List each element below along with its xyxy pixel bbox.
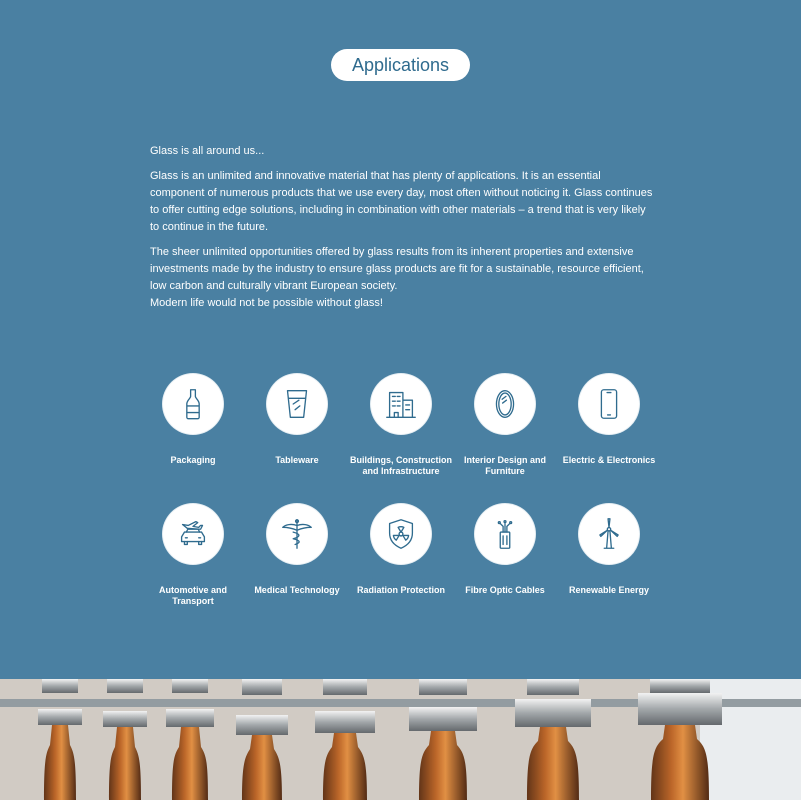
fibre-optic-icon <box>486 515 524 553</box>
intro-paragraph: The sheer unlimited opportunities offered by glass results from its inherent properties and extensive investments made by the industry to ensure glass products are fit for a sustainable, resource efficient, low carbon and culturally vibrant European society. <box>150 246 644 292</box>
application-packaging[interactable] <box>141 374 245 466</box>
mirror-icon <box>486 385 524 423</box>
application-label: Renewable Energy <box>568 585 650 595</box>
application-label: Interior Design and Furniture <box>463 455 546 476</box>
application-medical[interactable] <box>245 504 349 596</box>
glass-bottling-photo <box>0 679 801 800</box>
radiation-shield-icon <box>382 515 420 553</box>
application-renewable[interactable] <box>557 504 661 596</box>
intro-paragraph: Glass is an unlimited and innovative material that has plenty of applications. It is an essential component of numerous products that we use every day, most often without noticing it. Glass continues to offer cutting edge solutions, including in combination with other materials – a trend that is very likely to continue in the future. <box>150 170 653 233</box>
application-label: Automotive and Transport <box>158 585 227 606</box>
glass-tumbler-icon <box>278 385 316 423</box>
caduceus-icon <box>278 515 316 553</box>
application-label: Tableware <box>275 455 319 465</box>
intro-text <box>150 143 655 312</box>
wind-turbine-icon <box>590 515 628 553</box>
buildings-icon <box>382 385 420 423</box>
application-label: Packaging <box>170 455 216 465</box>
application-label: Radiation Protection <box>356 585 445 595</box>
application-label: Medical Technology <box>254 585 340 595</box>
intro-lead: Glass is all around us... <box>150 145 265 157</box>
application-label: Fibre Optic Cables <box>465 585 545 595</box>
intro-closing: Modern life would not be possible without glass! <box>150 297 383 309</box>
application-radiation[interactable] <box>349 504 453 596</box>
application-buildings[interactable] <box>349 374 453 477</box>
page-title: Applications <box>331 49 470 81</box>
application-label: Electric & Electronics <box>562 455 656 465</box>
application-label: Buildings, Construction and Infrastructure <box>350 455 452 476</box>
application-fibre-optic[interactable] <box>453 504 557 596</box>
application-automotive[interactable] <box>141 504 245 607</box>
application-electronics[interactable] <box>557 374 661 466</box>
car-plane-icon <box>174 515 212 553</box>
application-interior-design[interactable] <box>453 374 557 477</box>
smartphone-icon <box>590 385 628 423</box>
application-tableware[interactable] <box>245 374 349 466</box>
bottle-icon <box>174 385 212 423</box>
